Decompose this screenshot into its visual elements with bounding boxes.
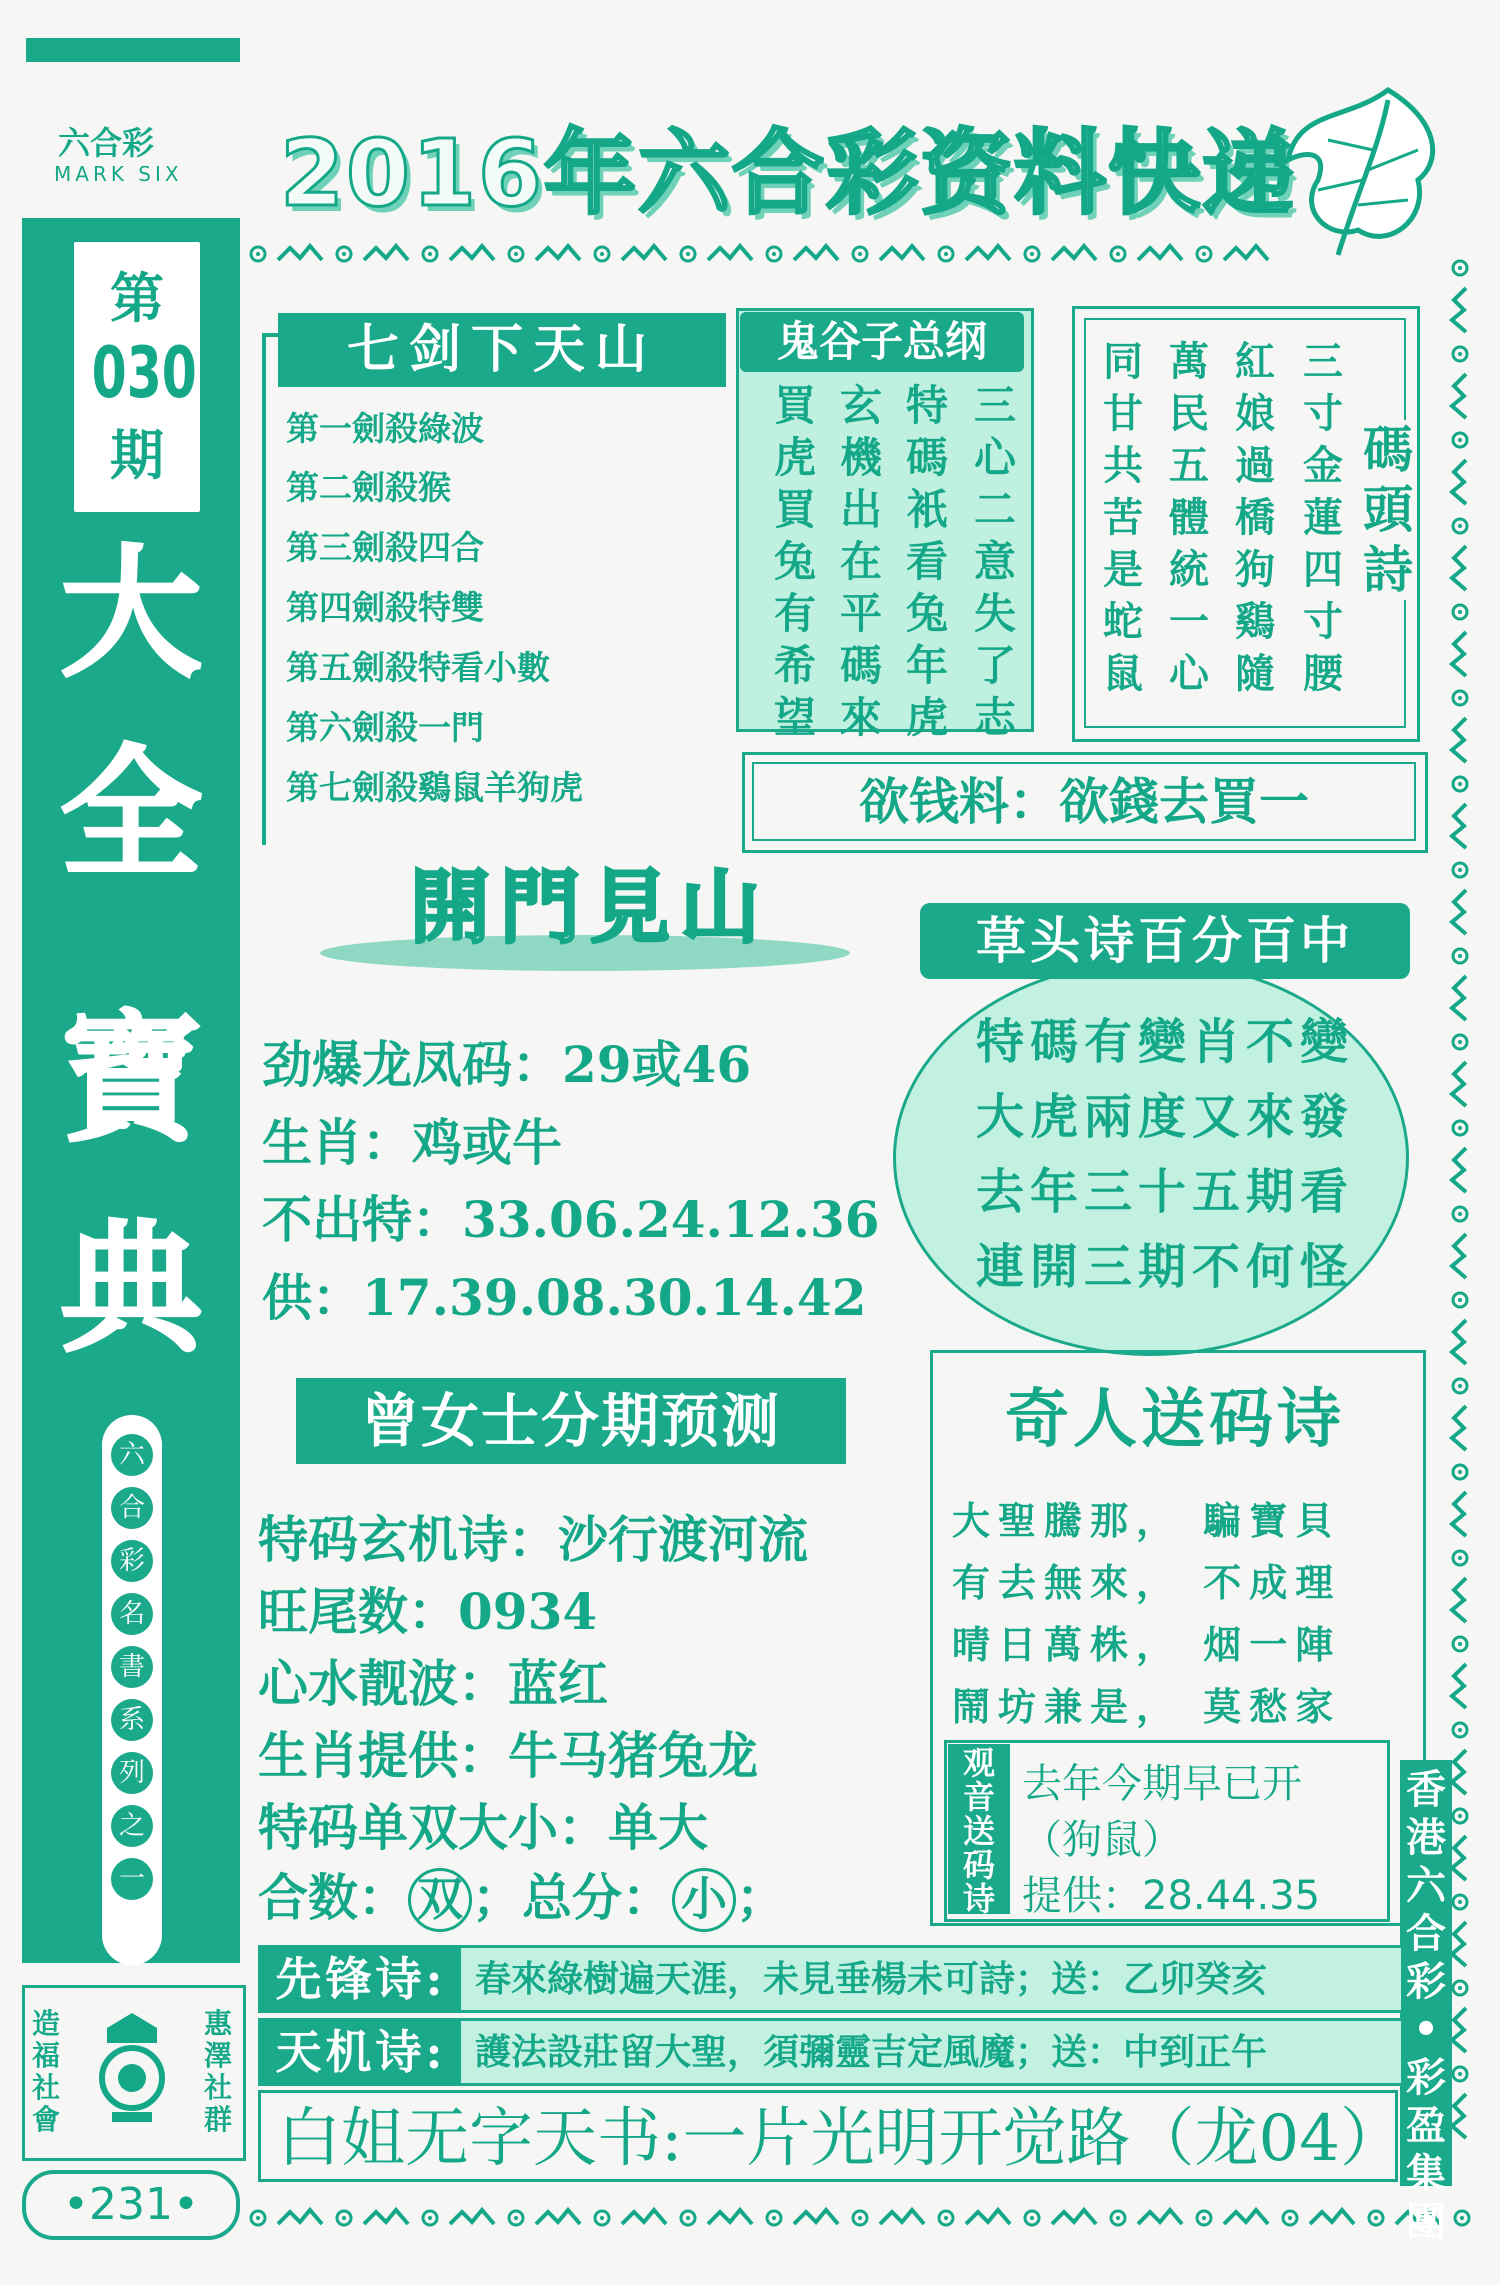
- seal-area: [22, 1985, 246, 2161]
- zeng-line: 心水靓波：蓝红: [258, 1654, 608, 1713]
- big-char-2: 全: [60, 732, 202, 897]
- white-sky-book: 白姐无字天书:一片光明开觉路（龙04）: [258, 2090, 1398, 2182]
- money-text: 欲钱料：欲錢去買一: [752, 762, 1416, 841]
- code-poem-column: 紅 娘 過 橋 狗 鷄 隨: [1235, 338, 1275, 697]
- grass-poem-title: 草头诗百分百中: [920, 903, 1410, 979]
- dragon-phoenix-line: 劲爆龙凤码：29或46: [262, 1035, 752, 1094]
- seal-emblem-icon: [87, 2008, 177, 2128]
- series-char: 六: [111, 1434, 153, 1476]
- pioneer-poem-text: 春來綠樹遍天涯，未見垂楊未可詩；送：乙卯癸亥: [475, 1958, 1268, 2000]
- sword-line: 第一劍殺綠波: [286, 409, 484, 448]
- sword-line: 第二劍殺猴: [286, 468, 451, 507]
- open-door-title: 開門見山: [410, 861, 770, 954]
- heshu-value: 双: [408, 1868, 472, 1932]
- swords-title: 七剑下天山: [278, 313, 726, 387]
- stranger-line: 晴日萬株， 烟一陣: [952, 1622, 1342, 1667]
- big-char-4: 典: [60, 1207, 202, 1372]
- pioneer-poem-label: 先锋诗:: [261, 1948, 461, 2010]
- grass-poem-line: 大虎兩度又來發: [975, 1089, 1354, 1145]
- sword-line: 第六劍殺一門: [286, 708, 484, 747]
- page-number: •231•: [22, 2170, 240, 2240]
- zeng-sum-line: 合数： 双 ；总分： 小 ；: [258, 1858, 786, 1932]
- zeng-line: 旺尾数：0934: [258, 1582, 598, 1641]
- issue-prefix: 第: [110, 267, 164, 330]
- grass-poem-line: 特碼有變肖不變: [975, 1014, 1354, 1070]
- sword-line: 第七劍殺鷄鼠羊狗虎: [286, 768, 583, 807]
- pioneer-poem-bar: [258, 1945, 1404, 2013]
- series-char: 列: [111, 1752, 153, 1794]
- top-rule: [26, 38, 240, 62]
- stranger-line: 大聖騰那， 騙寶貝: [952, 1498, 1342, 1543]
- series-char: 合: [111, 1487, 153, 1529]
- logo-sub: MARK SIX: [54, 162, 183, 186]
- sword-line: 第三劍殺四合: [286, 528, 484, 567]
- series-char: 彩: [111, 1540, 153, 1582]
- guanyin-label: 观 音 送 码 诗: [948, 1744, 1010, 1914]
- sword-line: 第五劍殺特看小數: [286, 648, 550, 687]
- grass-poem-line: 連開三期不何怪: [975, 1239, 1354, 1295]
- heaven-poem-bar: [258, 2018, 1404, 2086]
- stranger-line: 有去無來， 不成理: [952, 1560, 1342, 1605]
- flower-ornament-icon: [240, 236, 1280, 272]
- guiguzi-column: 玄 機 出 在 平 碼 來: [839, 381, 882, 742]
- zongfen-value: 小: [672, 1868, 736, 1932]
- flower-ornament-icon: [240, 2200, 1480, 2236]
- sword-line: 第四劍殺特雙: [286, 588, 484, 627]
- logo: [40, 118, 230, 198]
- guanyin-line: （狗鼠）: [1022, 1817, 1182, 1863]
- supply-line: 供：17.39.08.30.14.42: [262, 1268, 867, 1327]
- grass-poem-line: 去年三十五期看: [975, 1164, 1354, 1220]
- guiguzi-column: 三 心 二 意 失 了 志: [973, 381, 1016, 742]
- big-char-1: 大: [60, 532, 202, 697]
- logo-main: 六合彩: [58, 124, 155, 162]
- series-char: 名: [111, 1593, 153, 1635]
- code-poem-column: 三 寸 金 蓮 四 寸 腰: [1303, 338, 1343, 697]
- issue-number-box: [70, 238, 204, 516]
- stranger-line: 鬧坊兼是， 莫愁家: [952, 1684, 1342, 1729]
- guiguzi-title: 鬼谷子总纲: [740, 312, 1024, 372]
- big-char-3: 寶: [60, 997, 202, 1162]
- leaf-icon: [1268, 80, 1448, 270]
- guanyin-line: 提供：28.44.35: [1022, 1873, 1321, 1919]
- heaven-poem-label: 天机诗:: [261, 2021, 461, 2083]
- seal-left-text: 造 福 社 會: [31, 2007, 60, 2136]
- guiguzi-column: 特 碼 衹 看 兔 年 虎: [905, 381, 948, 742]
- code-poem-column: 萬 民 五 體 統 一 心: [1169, 338, 1209, 697]
- series-label: [102, 1415, 162, 1965]
- page-title: 2016年六合彩资料快递: [280, 120, 1297, 227]
- zeng-title: 曾女士分期预测: [296, 1378, 846, 1464]
- code-poem-label: 碼 頭 詩: [1360, 420, 1416, 600]
- zeng-line: 生肖提供：牛马猪兔龙: [258, 1726, 758, 1785]
- guiguzi-column: 買 虎 買 兔 有 希 望: [773, 381, 816, 742]
- issue-number: 030: [91, 332, 197, 414]
- hk-label: 香 港 六 合 彩 • 彩 盈 集 團: [1400, 1760, 1452, 2186]
- zeng-line: 特码玄机诗：沙行渡河流: [258, 1510, 808, 1569]
- series-char: 系: [111, 1699, 153, 1741]
- issue-suffix: 期: [110, 424, 164, 487]
- series-char: 書: [111, 1646, 153, 1688]
- guanyin-line: 去年今期早已开: [1022, 1761, 1302, 1807]
- not-special-line: 不出特：33.06.24.12.36: [262, 1190, 880, 1249]
- series-char: 之: [111, 1805, 153, 1847]
- zeng-line: 特码单双大小：单大: [258, 1798, 708, 1857]
- seal-right-text: 惠 澤 社 群: [203, 2007, 232, 2136]
- stranger-title: 奇人送码诗: [1005, 1383, 1345, 1457]
- zodiac-line: 生肖：鸡或牛: [262, 1113, 562, 1172]
- heaven-poem-text: 護法設莊留大聖，須彌靈吉定風魔；送：中到正午: [475, 2031, 1268, 2073]
- series-char: 一: [111, 1858, 153, 1900]
- code-poem-column: 同 甘 共 苦 是 蛇 鼠: [1103, 338, 1143, 697]
